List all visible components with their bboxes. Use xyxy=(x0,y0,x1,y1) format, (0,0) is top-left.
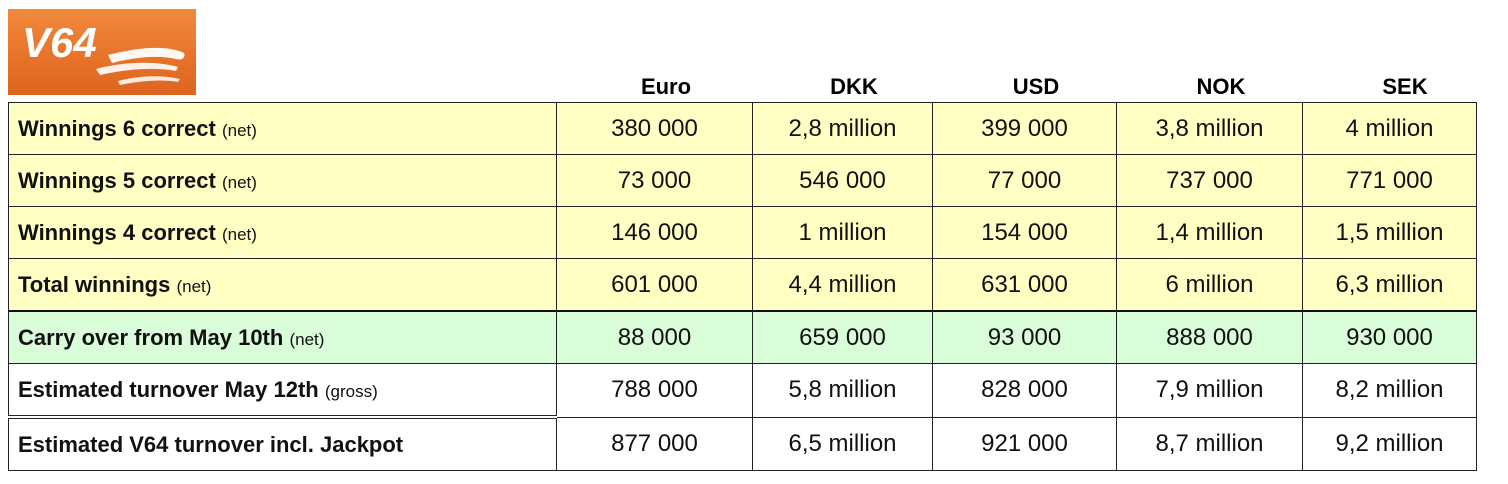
cell-dkk: 659 000 xyxy=(753,311,933,364)
v64-logo xyxy=(8,9,196,95)
row-label-text: Winnings 6 correct xyxy=(18,115,216,141)
cell-euro: 146 000 xyxy=(557,207,753,259)
row-label-text: Carry over from May 10th xyxy=(18,324,284,350)
row-note: (net) xyxy=(221,224,257,244)
cell-dkk: 6,5 million xyxy=(753,417,933,471)
row-note: (net) xyxy=(221,120,257,140)
cell-euro: 88 000 xyxy=(557,311,753,364)
cell-nok: 8,7 million xyxy=(1117,417,1303,471)
row-note: (net) xyxy=(176,276,212,296)
cell-dkk: 5,8 million xyxy=(753,364,933,418)
cell-usd: 77 000 xyxy=(933,155,1117,207)
cell-usd: 93 000 xyxy=(933,311,1117,364)
cell-euro: 73 000 xyxy=(557,155,753,207)
winnings-table xyxy=(8,102,1477,471)
cell-dkk: 546 000 xyxy=(753,155,933,207)
row-label xyxy=(9,155,557,207)
cell-nok: 737 000 xyxy=(1117,155,1303,207)
row-note: (gross) xyxy=(324,381,378,401)
cell-nok: 6 million xyxy=(1117,259,1303,312)
row-label-text: Winnings 5 correct xyxy=(18,167,216,193)
row-label xyxy=(9,311,557,364)
table-row-carry-over xyxy=(9,311,1477,364)
row-label xyxy=(9,103,557,155)
table-row-total xyxy=(9,259,1477,312)
table-row xyxy=(9,155,1477,207)
cell-nok: 888 000 xyxy=(1117,311,1303,364)
cell-euro: 380 000 xyxy=(557,103,753,155)
row-label xyxy=(9,364,557,418)
row-label-text: Estimated turnover May 12th xyxy=(18,376,319,402)
cell-dkk: 4,4 million xyxy=(753,259,933,312)
table-row xyxy=(9,207,1477,259)
row-note: (net) xyxy=(221,172,257,192)
cell-usd: 399 000 xyxy=(933,103,1117,155)
v64-logo-graphic xyxy=(8,9,196,95)
row-label xyxy=(9,207,557,259)
table-row xyxy=(9,103,1477,155)
column-header-nok: NOK xyxy=(1196,74,1246,99)
cell-sek: 1,5 million xyxy=(1303,207,1477,259)
cell-sek: 9,2 million xyxy=(1303,417,1477,471)
row-label xyxy=(9,417,557,471)
cell-sek: 8,2 million xyxy=(1303,364,1477,418)
column-header-usd: USD xyxy=(1012,74,1060,99)
cell-nok: 1,4 million xyxy=(1117,207,1303,259)
row-note: (net) xyxy=(289,329,325,349)
cell-dkk: 2,8 million xyxy=(753,103,933,155)
cell-sek: 4 million xyxy=(1303,103,1477,155)
cell-nok: 7,9 million xyxy=(1117,364,1303,418)
table-row-jackpot xyxy=(9,417,1477,471)
logo-text: V64 xyxy=(22,19,97,66)
cell-sek: 6,3 million xyxy=(1303,259,1477,312)
cell-usd: 921 000 xyxy=(933,417,1117,471)
cell-euro: 601 000 xyxy=(557,259,753,312)
cell-sek: 771 000 xyxy=(1303,155,1477,207)
row-label-text: Total winnings xyxy=(18,271,171,297)
cell-euro: 877 000 xyxy=(557,417,753,471)
column-header-row xyxy=(568,72,1496,102)
cell-sek: 930 000 xyxy=(1303,311,1477,364)
cell-usd: 154 000 xyxy=(933,207,1117,259)
column-header-euro: Euro xyxy=(640,74,692,99)
cell-usd: 828 000 xyxy=(933,364,1117,418)
row-label xyxy=(9,259,557,312)
cell-nok: 3,8 million xyxy=(1117,103,1303,155)
cell-euro: 788 000 xyxy=(557,364,753,418)
column-header-sek: SEK xyxy=(1382,74,1428,99)
cell-usd: 631 000 xyxy=(933,259,1117,312)
cell-dkk: 1 million xyxy=(753,207,933,259)
row-label-text: Winnings 4 correct xyxy=(18,219,216,245)
column-header-dkk: DKK xyxy=(830,74,878,99)
row-label-text: Estimated V64 turnover incl. Jackpot xyxy=(18,431,404,457)
table-row-turnover xyxy=(9,364,1477,418)
